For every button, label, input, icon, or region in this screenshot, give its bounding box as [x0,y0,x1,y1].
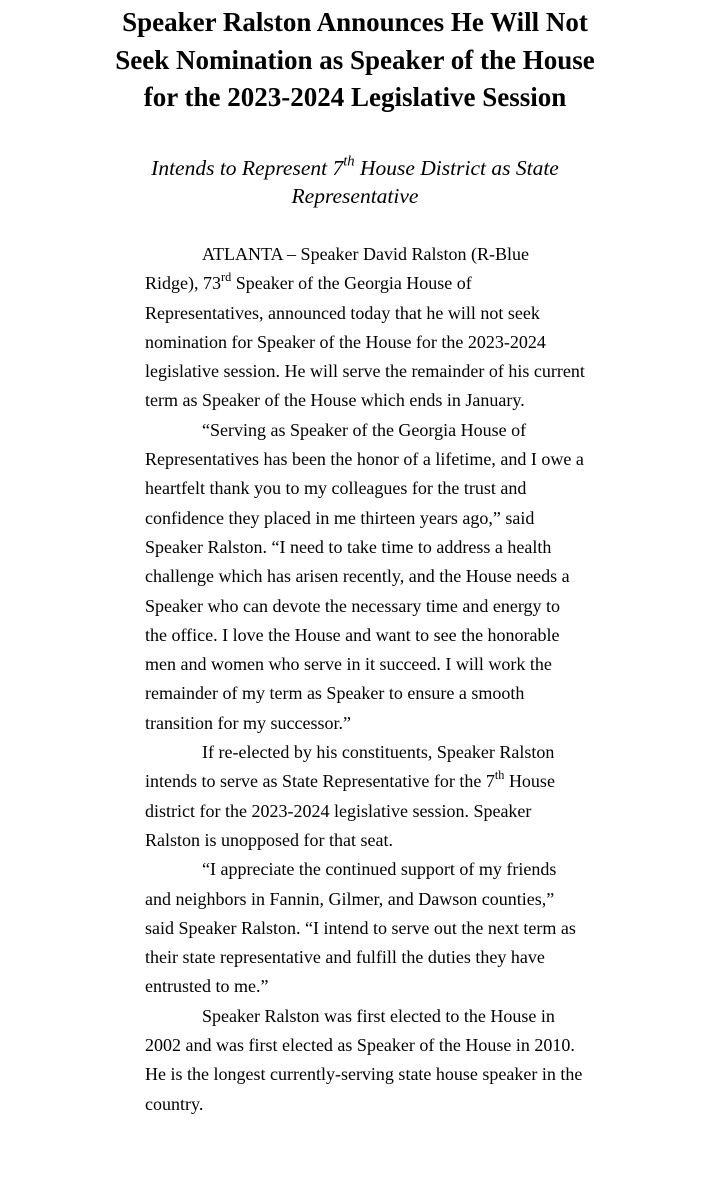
subheadline [100,154,610,210]
subheadline-text-start: Intends to Represent 7 [151,156,344,180]
paragraph-text-start: If re-elected by his constituents, Speaker Ralston intends to serve as State Representative for the 7 [145,742,555,792]
headline: Speaker Ralston Announces He Will Not Seek Nomination as Speaker of the House for the 2023-2024 Legislative Session [115,7,595,112]
paragraph-biography: Speaker Ralston was first elected to the House in 2002 and was first elected as Speaker of the House in 2010. He is the longest currently-serving state house speaker in the country. [145,1005,583,1114]
subheadline-text-end: House District as State Representative [291,156,559,208]
article-body [145,240,585,1119]
ordinal-suffix: rd [221,270,232,285]
paragraph-district [145,738,585,855]
paragraph-text-start: ATLANTA – Speaker David Ralston (R-Blue Ridge), 73 [145,244,530,294]
subheadline-ordinal-suffix: th [343,153,355,170]
paragraph-quote-1: “Serving as Speaker of the Georgia House of Representatives has been the honor of a lifetime, and I owe a heartfelt thank you to my colleagues for the trust and confidence they placed in me thirteen years ago,” said Speaker Ralston. “I need to take time to address a health challenge which has arisen recently, and the House needs a Speaker who can devote the necessary time and energy to the office. I love the House and want to see the honorable men and women who serve in it succeed. I will work the remainder of my term as Speaker to ensure a smooth transition for my successor.” [145,419,584,733]
paragraph-text-end: House district for the 2023-2024 legislative session. Speaker Ralston is unopposed for that seat. [145,771,555,850]
paragraph-quote-2: “I appreciate the continued support of my friends and neighbors in Fannin, Gilmer, and Dawson counties,” said Speaker Ralston. “I intend to serve out the next term as their state representative and fulfill the duties they have entrusted to me.” [145,859,576,997]
paragraph-dateline [145,240,585,416]
ordinal-suffix: th [494,768,505,783]
paragraph-text-end: Speaker of the Georgia House of Representatives, announced today that he will not seek nomination for Speaker of the House for the 2023-2024 legislative session. He will serve the remainder of his current term as Speaker of the House which ends in January. [145,273,585,411]
